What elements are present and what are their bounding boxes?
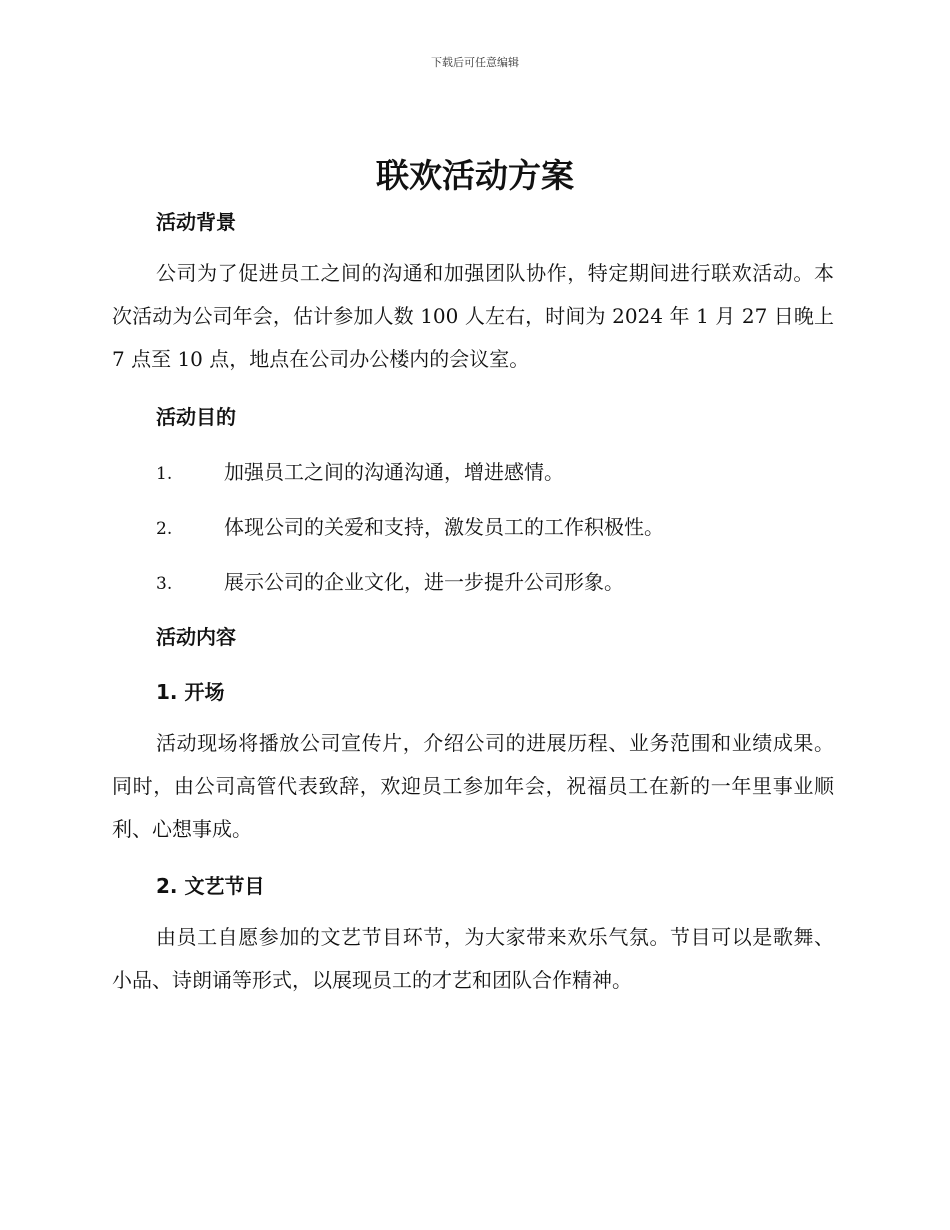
list-text: 加强员工之间的沟通沟通，增进感情。: [224, 460, 564, 484]
list-text: 体现公司的关爱和支持，激发员工的工作积极性。: [224, 515, 664, 539]
document-title: 联欢活动方案: [376, 156, 574, 195]
list-number: 1.: [156, 464, 173, 484]
list-text: 展示公司的企业文化，进一步提升公司形象。: [224, 570, 624, 594]
section-heading-background: 活动背景: [156, 210, 236, 234]
section-heading-purpose: 活动目的: [156, 405, 236, 429]
section-heading-content: 活动内容: [156, 625, 236, 649]
purpose-list-item: [156, 456, 836, 485]
purpose-list-item: [156, 511, 836, 540]
list-number: 3.: [156, 574, 173, 594]
purpose-list-item: [156, 566, 836, 595]
performances-paragraph: 由员工自愿参加的文艺节目环节，为大家带来欢乐气氛。节目可以是歌舞、小品、诗朗诵等形式，以展现员工的才艺和团队合作精神。: [112, 925, 834, 992]
page-header-note: 下载后可任意编辑: [431, 56, 519, 69]
subsection-heading-opening: 1. 开场: [156, 680, 225, 704]
background-paragraph: 公司为了促进员工之间的沟通和加强团队协作，特定期间进行联欢活动。本次活动为公司年会，估计参加人数 100 人左右，时间为 2024 年 1 月 27 日晚上 7 点至 10 点，地点在公司办公楼内的会议室。: [112, 261, 834, 371]
opening-paragraph: 活动现场将播放公司宣传片，介绍公司的进展历程、业务范围和业绩成果。同时，由公司高管代表致辞，欢迎员工参加年会，祝福员工在新的一年里事业顺利、心想事成。: [112, 731, 834, 841]
subsection-heading-performances: 2. 文艺节目: [156, 874, 265, 898]
list-number: 2.: [156, 519, 173, 539]
